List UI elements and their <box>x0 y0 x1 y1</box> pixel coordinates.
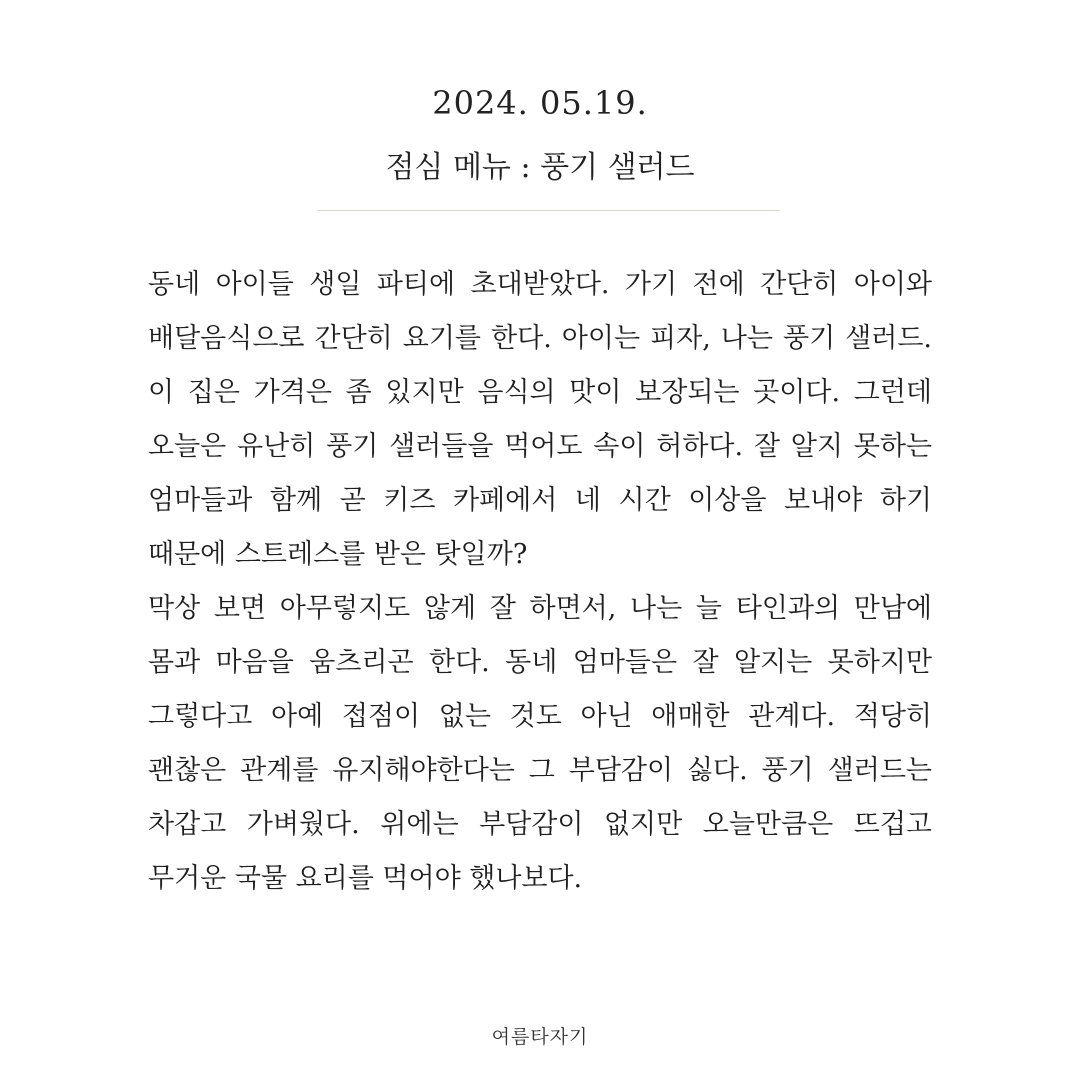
entry-title: 점심 메뉴 : 풍기 샐러드 <box>385 150 695 185</box>
entry-date: 2024. 05.19. <box>432 84 648 122</box>
entry-body <box>148 258 932 906</box>
title-divider <box>318 210 780 211</box>
body-paragraph: 동네 아이들 생일 파티에 초대받았다. 가기 전에 간단히 아이와 배달음식으로 간단히 요기를 한다. 아이는 피자, 나는 풍기 샐러드. 이 집은 가격은 좀 있지만 음식의 맛이 보장되는 곳이다. 그런데 오늘은 유난히 풍기 샐러들을 먹어도 속이 허하다. 잘 알지 못하는 엄마들과 함께 곧 키즈 카페에서 네 시간 이상을 보내야 하기 때문에 스트레스를 받은 탓일까? <box>148 269 932 570</box>
body-paragraph: 막상 보면 아무렇지도 않게 잘 하면서, 나는 늘 타인과의 만남에 몸과 마음을 움츠리곤 한다. 동네 엄마들은 잘 알지는 못하지만 그렇다고 아예 접점이 없는 것도 아닌 애매한 관계다. 적당히 괜찮은 관계를 유지해야한다는 그 부담감이 싫다. 풍기 샐러드는 차갑고 가벼웠다. 위에는 부담감이 없지만 오늘만큼은 뜨겁고 무거운 국물 요리를 먹어야 했나보다. <box>148 593 932 894</box>
author-signature: 여름타자기 <box>491 1026 589 1048</box>
